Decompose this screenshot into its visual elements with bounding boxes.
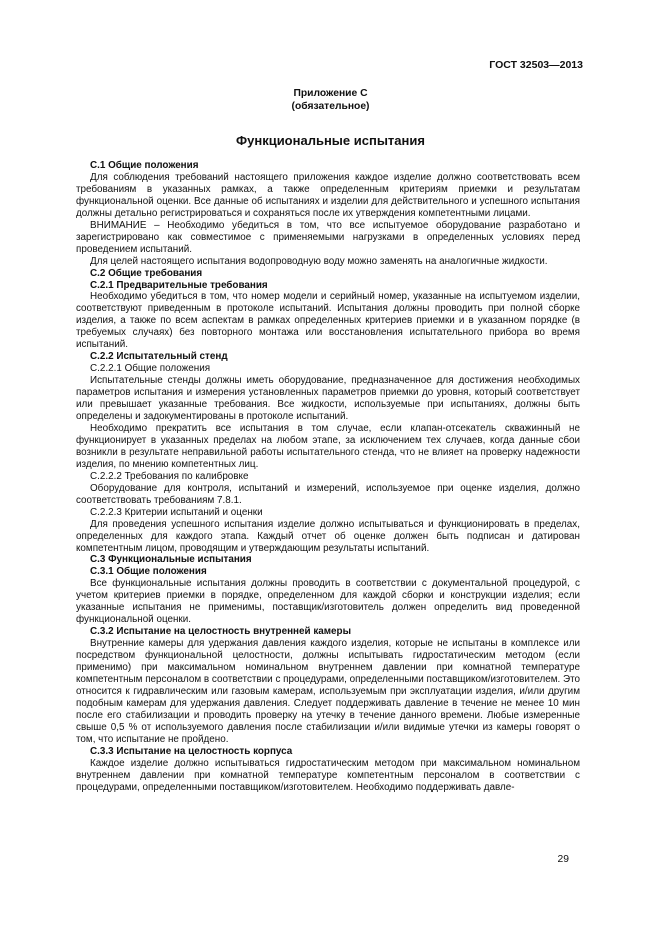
paragraph: Необходимо убедиться в том, что номер модели и серийный номер, указанные на испытуемом изделии, соответствуют приведенным в протоколе испытаний. Испытания должны проводить при полной сборке изделия, а также по всем аспектам в рамках определенных критериев приемки и в указанном порядке (в требуемых случаях) без повторного монтажа или восстановления испытательного прибора во время испытаний. (76, 291, 580, 351)
appendix-heading (0, 88, 661, 113)
paragraph: Все функциональные испытания должны проводить в соответствии с документальной процедурой, с учетом критериев приемки в порядке, определенном для каждой сборки и конструкции изделия; если указанные испытания не применимы, поставщик/изготовитель должен определить вид проведенной функциональной оценки. (76, 578, 580, 626)
subsection-heading: С.1 Общие положения (90, 160, 199, 171)
paragraph: Испытательные стенды должны иметь оборудование, предназначенное для достижения необходимых параметров испытания и измерения установленных параметров приемки до уровня, который соответствует или превышает указанные требования. Все жидкости, используемые при испытаниях, должны быть определены и задокументированы в протоколе испытаний. (76, 375, 580, 423)
appendix-subtitle: (обязательное) (291, 100, 370, 112)
subsection-heading: С.2 Общие требования (90, 267, 203, 279)
document-body (76, 160, 580, 794)
subsection-heading: С.3 Функциональные испытания (90, 554, 252, 566)
paragraph: Необходимо прекратить все испытания в том случае, если клапан-отсекатель скважинный не функционирует в указанных пределах на любом этапе, за исключением тех случаев, когда данные сбои возникли в результате неправильной работы испытательного стенда, что не влияет на проверку надежности изделия, по мнению компетентных лиц. (76, 422, 580, 470)
subsubsection-heading: С.2.2.3 Критерии испытаний и оценки (90, 506, 263, 518)
paragraph: Для соблюдения требований настоящего приложения каждое изделие должно соответствовать всем требованиям в указанных рамках, а также определенным критериям приемки и результатам функциональной оценки. Все данные об испытаниях и изделии для действительного и успешного испытания должны детально регистрироваться и сохраняться после их утверждения компетентными лицами. (76, 171, 580, 219)
paragraph: Оборудование для контроля, испытаний и измерений, используемое при оценке изделия, должно соответствовать требованиям 7.8.1. (76, 482, 580, 506)
subsubsection-heading: С.2.2.1 Общие положения (90, 363, 211, 375)
paragraph: ВНИМАНИЕ – Необходимо убедиться в том, что все испытуемое оборудование разработано и зарегистрировано как совместимое с применяемыми нагрузками в определенных условиях перед проведением испытаний. (76, 219, 580, 255)
paragraph: Внутренние камеры для удержания давления каждого изделия, которые не испытаны в комплексе или посредством функциональной целостности, должны испытывать гидростатическим методом (если применимо) при максимальном номинальном внутреннем давлении при комнатной температуре компетентным персоналом в соответствии с процедурами, определенными поставщиком/изготовителем. Это относится к гидравлическим или газовым камерам, используемым при эксплуатации изделия, и/или другим подобным камерам для удержания давления. Следует поддерживать давление в течение не менее 10 мин после его стабилизации и проводить проверку на утечку в течение данного времени. Любые измеренные свыше 0,5 % от используемого давления после стабилизации и/или видимые утечки из камеры говорят о том, что испытание не пройдено. (76, 638, 580, 745)
paragraph: Для проведения успешного испытания изделие должно испытываться и функционировать в пределах, определенных для каждого этапа. Каждый отчет об оценке должен быть подписан и датирован компетентным лицом, проводящим и утверждающим результаты испытаний. (76, 518, 580, 554)
subsection-heading: С.3.1 Общие положения (90, 566, 207, 578)
paragraph: Для целей настоящего испытания водопроводную воду можно заменять на аналогичные жидкости. (90, 255, 548, 267)
page-number: 29 (557, 854, 569, 865)
subsection-heading: С.3.2 Испытание на целостность внутренней камеры (90, 626, 352, 638)
subsection-heading: С.3.3 Испытание на целостность корпуса (90, 745, 293, 757)
section-title: Функциональные испытания (236, 133, 425, 148)
subsection-heading: С.2.2 Испытательный стенд (90, 351, 228, 363)
paragraph: Каждое изделие должно испытываться гидростатическим методом при максимальном номинальном внутреннем давлении при комнатной температуре компетентным персоналом в соответствии с процедурами, определенными поставщиком/изготовителем. Необходимо поддерживать давле- (76, 757, 580, 793)
appendix-title: Приложение С (293, 88, 368, 99)
subsection-heading: С.2.1 Предварительные требования (90, 279, 268, 291)
subsubsection-heading: С.2.2.2 Требования по калибровке (90, 470, 249, 482)
document-code: ГОСТ 32503—2013 (489, 59, 583, 71)
